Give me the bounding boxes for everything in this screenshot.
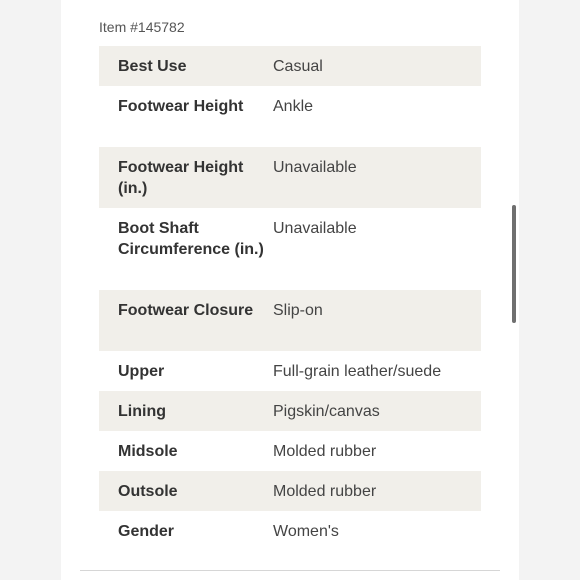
- spec-row-gender: [99, 511, 481, 551]
- item-number: Item #145782: [99, 19, 185, 35]
- spec-value: Full-grain leather/suede: [273, 363, 442, 380]
- spec-row-outsole: [99, 471, 481, 511]
- spec-value: Ankle: [273, 98, 314, 115]
- spec-row-footwear-height: [99, 86, 481, 147]
- spec-label: Footwear Closure: [118, 302, 254, 319]
- spec-value: Unavailable: [273, 220, 357, 237]
- spec-label: Lining: [118, 403, 166, 420]
- spec-value: Slip-on: [273, 302, 323, 319]
- spec-row-footwear-closure: [99, 290, 481, 351]
- spec-value: Women's: [273, 523, 339, 540]
- spec-row-best-use: [99, 46, 481, 86]
- spec-row-footwear-height-in: [99, 147, 481, 208]
- spec-value: Casual: [273, 58, 323, 75]
- spec-label: Midsole: [118, 443, 178, 460]
- section-divider: [80, 570, 500, 571]
- spec-label: Footwear Height: [118, 98, 244, 115]
- specs-table: [99, 46, 481, 551]
- spec-value: Molded rubber: [273, 443, 377, 460]
- spec-label: Footwear Height (in.): [118, 159, 244, 197]
- spec-row-lining: [99, 391, 481, 431]
- spec-value: Unavailable: [273, 159, 357, 176]
- product-details-panel: [61, 0, 519, 580]
- spec-label: Best Use: [118, 58, 187, 75]
- spec-label: Outsole: [118, 483, 178, 500]
- spec-label: Upper: [118, 363, 165, 380]
- spec-row-boot-shaft-circumference: [99, 208, 481, 290]
- scrollbar-thumb[interactable]: [512, 205, 516, 323]
- spec-row-midsole: [99, 431, 481, 471]
- spec-value: Pigskin/canvas: [273, 403, 380, 420]
- spec-row-upper: [99, 351, 481, 391]
- spec-label: Boot Shaft Circumference (in.): [118, 220, 264, 258]
- spec-label: Gender: [118, 523, 175, 540]
- spec-value: Molded rubber: [273, 483, 377, 500]
